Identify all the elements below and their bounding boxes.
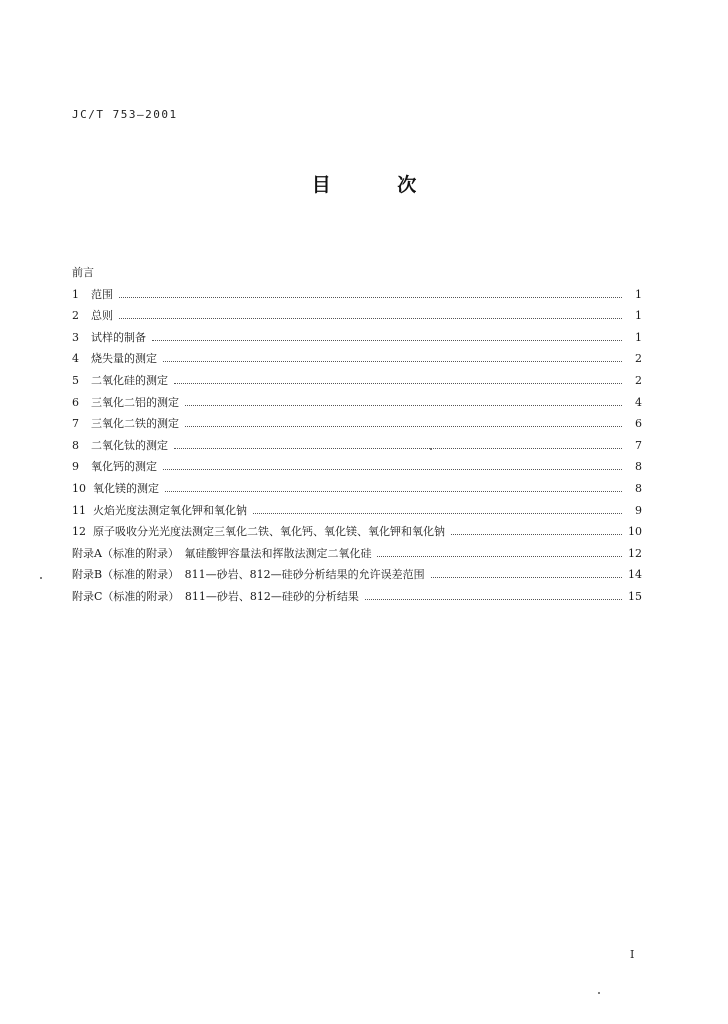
dot-leader <box>451 523 622 535</box>
scan-speck <box>40 577 42 579</box>
toc-entry-page: 8 <box>635 460 642 474</box>
toc-entry-page: 8 <box>635 481 642 495</box>
toc-entry-page: 15 <box>628 589 642 603</box>
toc-entry-number: 6 <box>72 395 79 409</box>
toc-entry-page: 10 <box>628 525 642 539</box>
toc-entry-title: 试样的制备 <box>91 330 146 344</box>
toc-entry <box>72 500 642 522</box>
toc-entry <box>72 564 642 586</box>
toc-entry-title: 原子吸收分光光度法测定三氧化二铁、氧化钙、氧化镁、氧化钾和氧化钠 <box>93 525 445 539</box>
dot-leader <box>185 394 622 406</box>
toc-entry-number: 8 <box>72 438 79 452</box>
toc-entry <box>72 413 642 435</box>
toc-entry-number: 11 <box>72 503 86 517</box>
toc-entry-title: 附录C（标准的附录） 811—砂岩、812—硅砂的分析结果 <box>72 589 359 603</box>
dot-leader <box>365 588 622 600</box>
toc-entry-page: 2 <box>635 352 642 366</box>
toc-entry-number: 3 <box>72 330 79 344</box>
toc-entry-number: 9 <box>72 460 79 474</box>
page-title: 目 次 <box>311 174 447 196</box>
toc-entry-title: 范围 <box>91 287 113 301</box>
standard-number: JC/T 753—2001 <box>72 108 178 121</box>
toc-entry <box>72 370 642 392</box>
dot-leader <box>185 415 622 427</box>
dot-leader <box>119 307 622 319</box>
toc-entry-title: 三氧化二铁的测定 <box>91 417 179 431</box>
toc-entry-page: 12 <box>628 546 642 560</box>
toc-entry-title: 二氧化硅的测定 <box>91 373 168 387</box>
toc-entry-title: 三氧化二铝的测定 <box>91 395 179 409</box>
toc-entry <box>72 586 642 608</box>
scan-speck <box>430 448 432 450</box>
toc-entry <box>72 262 642 284</box>
scan-speck <box>598 992 600 994</box>
dot-leader <box>163 458 622 470</box>
toc-entry-title: 烧失量的测定 <box>91 352 157 366</box>
toc-entry-page: 4 <box>635 395 642 409</box>
toc-entry-number: 7 <box>72 417 79 431</box>
toc-entry-title: 氧化钙的测定 <box>91 460 157 474</box>
toc-entry-page: 9 <box>635 503 642 517</box>
toc-entry-number: 4 <box>72 352 79 366</box>
dot-leader <box>163 350 622 362</box>
toc-entry-title: 前言 <box>72 266 94 279</box>
toc-entry-number: 2 <box>72 309 79 323</box>
toc-entry <box>72 305 642 327</box>
toc-entry-number: 5 <box>72 373 79 387</box>
toc-entry-page: 7 <box>635 438 642 452</box>
dot-leader <box>165 480 622 492</box>
page-number: I <box>630 948 635 961</box>
dot-leader <box>431 566 622 578</box>
toc-entry-title: 附录B（标准的附录） 811—砂岩、812—硅砂分析结果的允许误差范围 <box>72 568 425 582</box>
toc-entry-page: 6 <box>635 417 642 431</box>
toc-entry-title: 二氧化钛的测定 <box>91 438 168 452</box>
toc-entry <box>72 456 642 478</box>
toc-entry <box>72 435 642 457</box>
toc-entry-page: 14 <box>628 568 642 582</box>
toc-entry-number: 10 <box>72 481 86 495</box>
dot-leader <box>174 372 622 384</box>
toc-entry <box>72 284 642 306</box>
toc-entry <box>72 478 642 500</box>
toc-entry-number: 1 <box>72 287 79 301</box>
toc-entry-title: 火焰光度法测定氧化钾和氧化钠 <box>93 503 247 517</box>
table-of-contents <box>72 262 642 608</box>
toc-entry <box>72 521 642 543</box>
toc-entry-page: 1 <box>635 330 642 344</box>
toc-entry-title: 总则 <box>91 309 113 323</box>
toc-entry <box>72 543 642 565</box>
dot-leader <box>253 502 622 514</box>
dot-leader <box>174 437 622 449</box>
toc-entry <box>72 392 642 414</box>
dot-leader <box>119 286 622 298</box>
toc-entry <box>72 327 642 349</box>
toc-entry-title: 附录A（标准的附录） 氟硅酸钾容量法和挥散法测定二氧化硅 <box>72 546 372 560</box>
toc-entry-page: 1 <box>635 309 642 323</box>
toc-entry-page: 2 <box>635 373 642 387</box>
toc-entry <box>72 348 642 370</box>
dot-leader <box>377 545 622 557</box>
dot-leader <box>152 329 622 341</box>
toc-entry-title: 氧化镁的测定 <box>93 481 159 495</box>
toc-entry-page: 1 <box>635 287 642 301</box>
toc-entry-number: 12 <box>72 525 86 539</box>
